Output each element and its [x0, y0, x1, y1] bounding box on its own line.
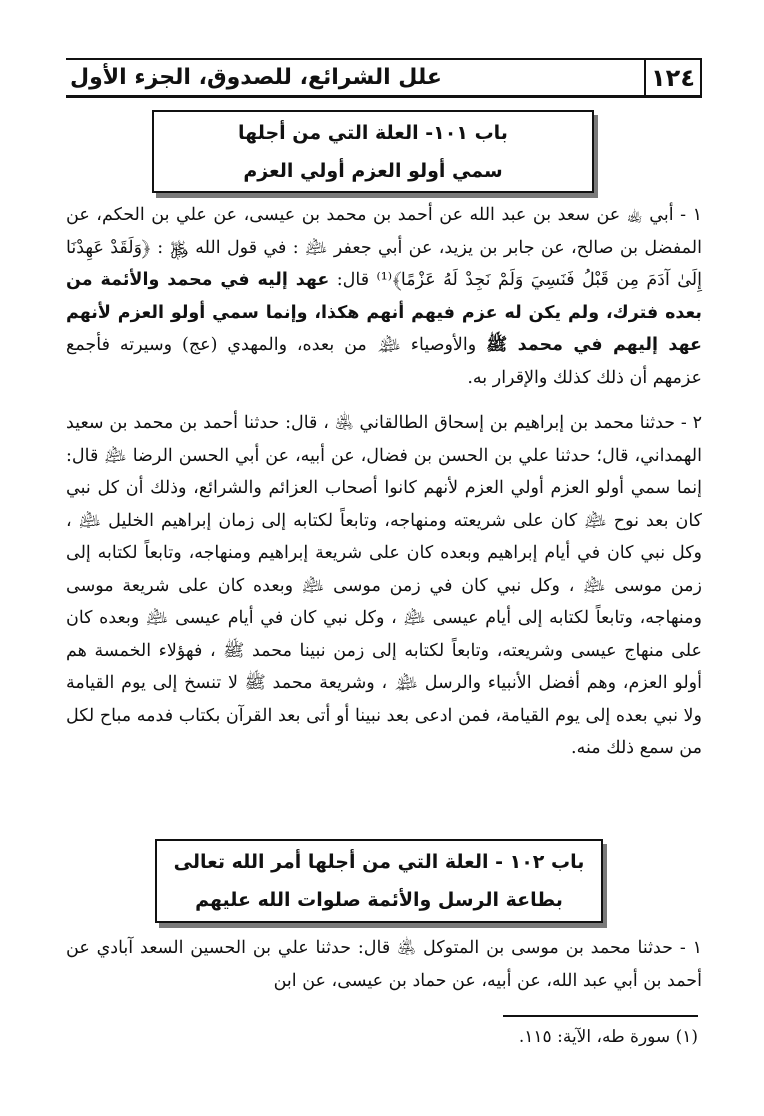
- paragraph-text: ١ - أبي ﵀ عن سعد بن عبد الله عن أحمد بن محمد بن عيسى، عن علي بن الحكم، عن المفضل بن صالح، عن جابر بن يزيد، عن أبي جعفر ﵇ : في قول الله ﷿ : ﴿وَلَقَدْ عَهِدْنَا إِلَىٰ آدَمَ مِن قَبْلُ فَنَسِيَ وَلَمْ نَجِدْ لَهُ عَزْمًا﴾⁽¹⁾ قال:: [66, 205, 702, 290]
- chapter-heading-line: بطاعة الرسل والأئمة صلوات الله عليهم: [195, 889, 563, 911]
- bold-commentary: عهد إليه في محمد والأئمة من بعده فترك، ولم يكن له عزم فيهم أنهم هكذا، وإنما سمي أولو العزم لأنهم عهد إليهم في محمد ﷺ: [66, 270, 702, 355]
- footnote: (١) سورة طه، الآية: ١١٥.: [518, 1027, 698, 1047]
- page-number: ١٢٤: [644, 58, 702, 97]
- chapter-heading-line: سمي أولو العزم أولي العزم: [243, 159, 503, 182]
- chapter-heading-line: باب ١٠٢ - العلة التي من أجلها أمر الله تعالى: [173, 851, 585, 873]
- hadith-paragraph-3: ١ - حدثنا محمد بن موسى بن المتوكل ﵁ قال: حدثنا علي بن الحسين السعد آبادي عن أحمد بن أبي عبد الله، عن أبيه، عن حماد بن عيسى، عن ابن: [66, 938, 702, 991]
- hadith-paragraph-2: ٢ - حدثنا محمد بن إبراهيم بن إسحاق الطالقاني ﵁ ، قال: حدثنا أحمد بن محمد بن سعيد الهمداني، قال؛ حدثنا علي بن الحسن بن فضال، عن أبيه، عن أبي الحسن الرضا ﵇ قال: إنما سمي أولو العزم أولي العزم لأنهم كانوا أصحاب العزائم والشرائع، وذلك أن كل نبي كان بعد نوح ﵇ كان على شريعته ومنهاجه، وتابعاً لكتابه إلى زمان إبراهيم الخليل ﵇ ، وكل نبي كان في أيام إبراهيم وبعده كان على شريعة إبراهيم ومنهاجه، وتابعاً لكتابه إلى زمن موسى ﵇ ، وكل نبي كان في زمن موسى ﵇ وبعده كان على شريعة موسى ومنهاجه، وتابعاً لكتابه إلى أيام عيسى ﵇ ، وكل نبي كان في أيام عيسى ﵇ وبعده كان على منهاج عيسى وشريعته، وتابعاً لكتابه إلى زمن نبينا محمد ﷺ ، فهؤلاء الخمسة هم أولو العزم، وهم أفضل الأنبياء والرسل ﵈ ، وشريعة محمد ﷺ لا تنسخ إلى يوم القيامة ولا نبي بعده إلى يوم القيامة، فمن ادعى بعد نبينا أو أتى بعد القرآن بكتاب فدمه مباح لكل من سمع ذلك منه.: [66, 413, 702, 758]
- chapter-heading-102: [155, 839, 603, 923]
- footnote-divider: [503, 1015, 698, 1017]
- header-bottom-rule: [66, 95, 702, 98]
- chapter-heading-101: [152, 110, 594, 193]
- chapter-heading-line: باب ١٠١- العلة التي من أجلها: [238, 121, 508, 144]
- running-title: [66, 58, 640, 97]
- running-title-text: علل الشرائع، للصدوق، الجزء الأول: [70, 65, 442, 90]
- hadith-paragraph-1: [66, 199, 702, 394]
- paragraph-text: والأوصياء ﵈ من بعده، والمهدي (عج) وسيرته فأجمع عزمهم أن ذلك كذلك والإقرار به.: [66, 335, 702, 388]
